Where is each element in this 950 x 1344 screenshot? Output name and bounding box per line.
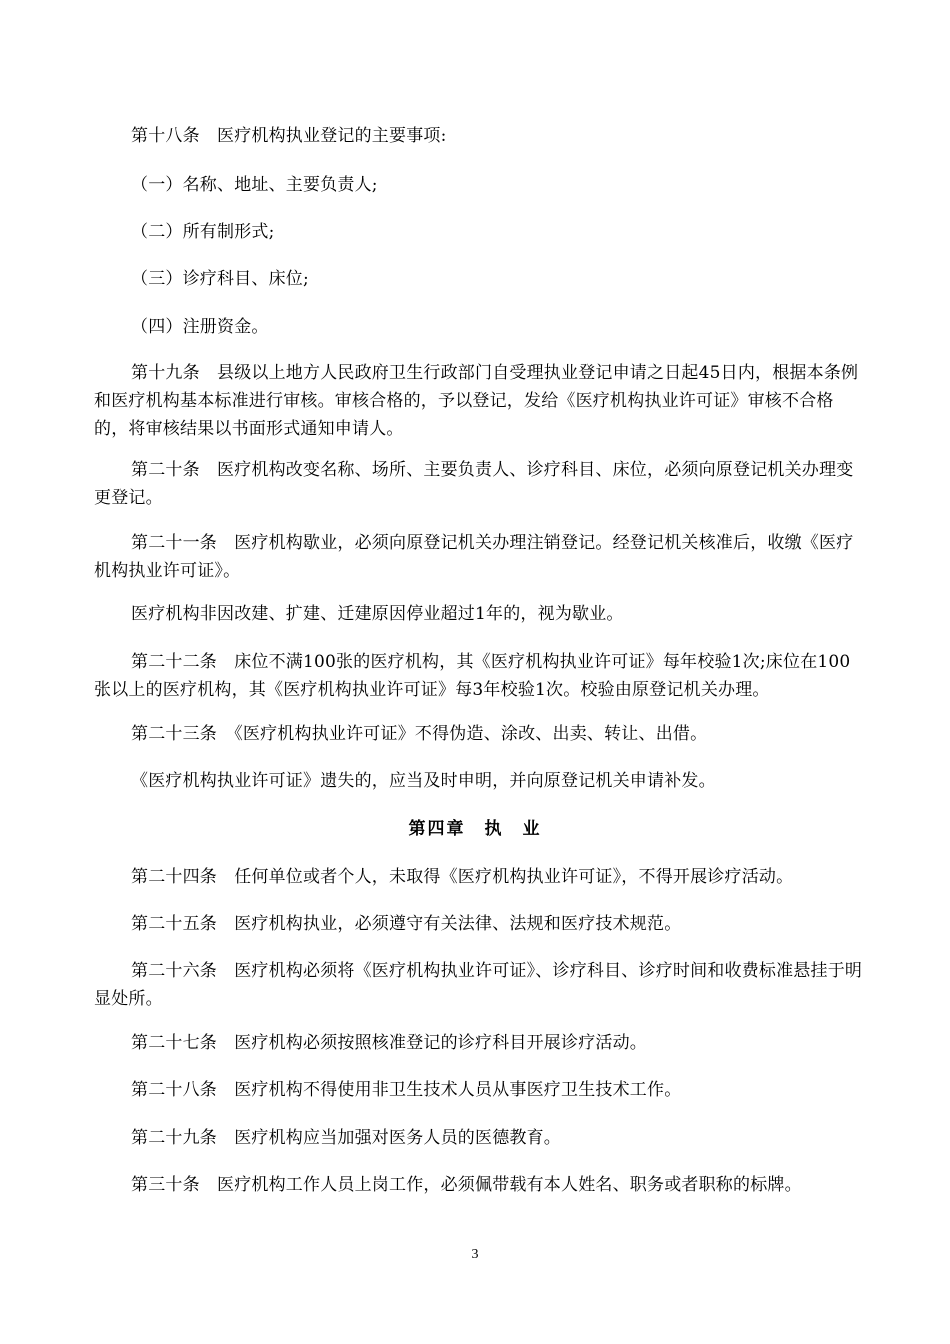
article-24: 第二十四条 任何单位或者个人，未取得《医疗机构执业许可证》，不得开展诊疗活动。: [131, 867, 794, 887]
article-18-item-1: （一）名称、地址、主要负责人;: [131, 175, 378, 195]
article-30: 第三十条 医疗机构工作人员上岗工作，必须佩带载有本人姓名、职务或者职称的标牌。: [131, 1175, 802, 1195]
article-21-note: 医疗机构非因改建、扩建、迁建原因停业超过1年的，视为歇业。: [131, 604, 624, 624]
article-19: 第十九条 县级以上地方人民政府卫生行政部门自受理执业登记申请之日起45日内，根据本条例和医疗机构基本标准进行审核。审核合格的，予以登记，发给《医疗机构执业许可证》审核不合格的，将审核结果以书面形式通知申请人。: [94, 363, 859, 439]
article-27: 第二十七条 医疗机构必须按照核准登记的诊疗科目开展诊疗活动。: [131, 1033, 647, 1053]
article-25: 第二十五条 医疗机构执业，必须遵守有关法律、法规和医疗技术规范。: [131, 914, 682, 934]
article-22: 第二十二条 床位不满100张的医疗机构，其《医疗机构执业许可证》每年校验1次;床位在100张以上的医疗机构，其《医疗机构执业许可证》每3年校验1次。校验由原登记机关办理。: [94, 652, 851, 700]
article-29: 第二十九条 医疗机构应当加强对医务人员的医德教育。: [131, 1128, 561, 1148]
article-23-note: 《医疗机构执业许可证》遗失的，应当及时申明，并向原登记机关申请补发。: [131, 771, 716, 791]
chapter-heading: 第四章 执 业: [408, 819, 542, 839]
page-number: 3: [471, 1247, 479, 1262]
article-20: 第二十条 医疗机构改变名称、场所、主要负责人、诊疗科目、床位，必须向原登记机关办理变更登记。: [94, 460, 854, 508]
article-18-item-3: （三）诊疗科目、床位;: [131, 269, 309, 289]
article-23: 第二十三条 《医疗机构执业许可证》不得伪造、涂改、出卖、转让、出借。: [131, 724, 708, 744]
article-18: 第十八条 医疗机构执业登记的主要事项:: [131, 126, 447, 146]
article-28: 第二十八条 医疗机构不得使用非卫生技术人员从事医疗卫生技术工作。: [131, 1080, 682, 1100]
article-26: 第二十六条 医疗机构必须将《医疗机构执业许可证》、诊疗科目、诊疗时间和收费标准悬挂于明显处所。: [94, 961, 863, 1009]
article-18-item-4: （四）注册资金。: [131, 317, 269, 337]
article-21: 第二十一条 医疗机构歇业，必须向原登记机关办理注销登记。经登记机关核准后，收缴《医疗机构执业许可证》。: [94, 533, 854, 581]
article-18-item-2: （二）所有制形式;: [131, 222, 275, 242]
